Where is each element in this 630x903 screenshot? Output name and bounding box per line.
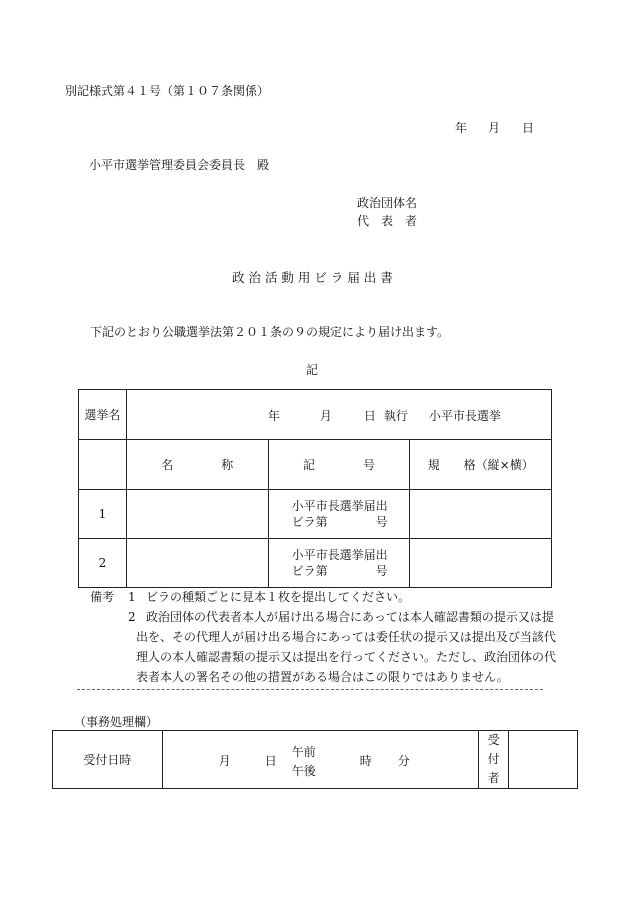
- pm-label: 午後: [291, 764, 316, 778]
- remark-2-line: 出を、その代理人が届け出る場合にあっては委任状の提示又は提出及び当該代: [136, 630, 556, 644]
- receiver-char: 受: [487, 733, 500, 747]
- row-code: [268, 539, 410, 588]
- remarks: [86, 587, 556, 687]
- representative-label: 代 表 者: [357, 214, 418, 228]
- table-row: [79, 490, 552, 539]
- ki-marker: 記: [306, 363, 319, 377]
- row-code-line2: ビラ第 号: [291, 515, 388, 529]
- remark-1-number: 1: [128, 590, 136, 604]
- received-month: 月: [218, 754, 231, 768]
- row-code: [268, 490, 410, 539]
- header-blank: [79, 440, 127, 490]
- election-day: 日: [363, 409, 376, 423]
- cut-line: [77, 689, 543, 690]
- remark-2-line: 理人の本人確認書類の提示又は提出を行ってください。ただし、政治団体の代: [136, 650, 557, 664]
- receiver-label: [479, 731, 509, 789]
- date-year: 年: [455, 121, 468, 135]
- election-name: 小平市長選挙: [428, 409, 501, 423]
- row-code-line1: 小平市長選挙届出: [291, 548, 388, 562]
- header-spec: 規 格（縦×横）: [410, 440, 552, 490]
- row-code-line2: ビラ第 号: [291, 564, 388, 578]
- received-label: 受付日時: [53, 731, 163, 789]
- intro-text: 下記のとおり公職選挙法第２０１条の９の規定により届け出ます。: [90, 325, 450, 339]
- row-name: [126, 490, 268, 539]
- row-name: [126, 539, 268, 588]
- date-month: 月: [488, 121, 501, 135]
- remark-2-number: 2: [128, 610, 136, 624]
- election-cell: [126, 390, 551, 440]
- election-held: 執行: [383, 409, 408, 423]
- remarks-label: 備考: [90, 590, 115, 604]
- received-day: 日: [264, 754, 277, 768]
- office-section-label: （事務処理欄）: [74, 715, 159, 729]
- document-title: 政 治 活 動 用 ビ ラ 届 出 書: [232, 270, 393, 285]
- row-number: 2: [79, 539, 127, 588]
- header-name: 名 称: [126, 440, 268, 490]
- receiver-stamp-cell: [509, 731, 578, 789]
- office-table: [52, 730, 578, 789]
- date-day: 日: [522, 121, 535, 135]
- received-datetime-cell: [162, 731, 478, 789]
- election-label: 選挙名: [79, 390, 127, 440]
- header-code: 記 号: [268, 440, 410, 490]
- flyer-table: [78, 389, 552, 588]
- received-minute: 分: [397, 754, 410, 768]
- received-hour: 時: [359, 754, 372, 768]
- row-spec: [410, 539, 552, 588]
- receiver-char: 付: [487, 752, 500, 766]
- remark-2-line: 政治団体の代表者本人が届け出る場合にあっては本人確認書類の提示又は提: [146, 610, 554, 624]
- row-code-line1: 小平市長選挙届出: [291, 499, 388, 513]
- org-name-label: 政治団体名: [357, 196, 418, 210]
- row-number: 1: [79, 490, 127, 539]
- election-year: 年: [267, 409, 280, 423]
- table-row: [79, 539, 552, 588]
- row-spec: [410, 490, 552, 539]
- remark-1-text: ビラの種類ごとに見本１枚を提出してください。: [146, 590, 411, 604]
- receiver-char: 者: [487, 771, 500, 785]
- addressee: 小平市選挙管理委員会委員長 殿: [89, 158, 270, 172]
- form-reference: 別記様式第４１号（第１０７条関係）: [65, 84, 270, 98]
- am-label: 午前: [291, 745, 316, 759]
- remark-2-line: 表者本人の署名その他の措置がある場合はこの限りではありません。: [136, 670, 509, 684]
- election-month: 月: [319, 409, 332, 423]
